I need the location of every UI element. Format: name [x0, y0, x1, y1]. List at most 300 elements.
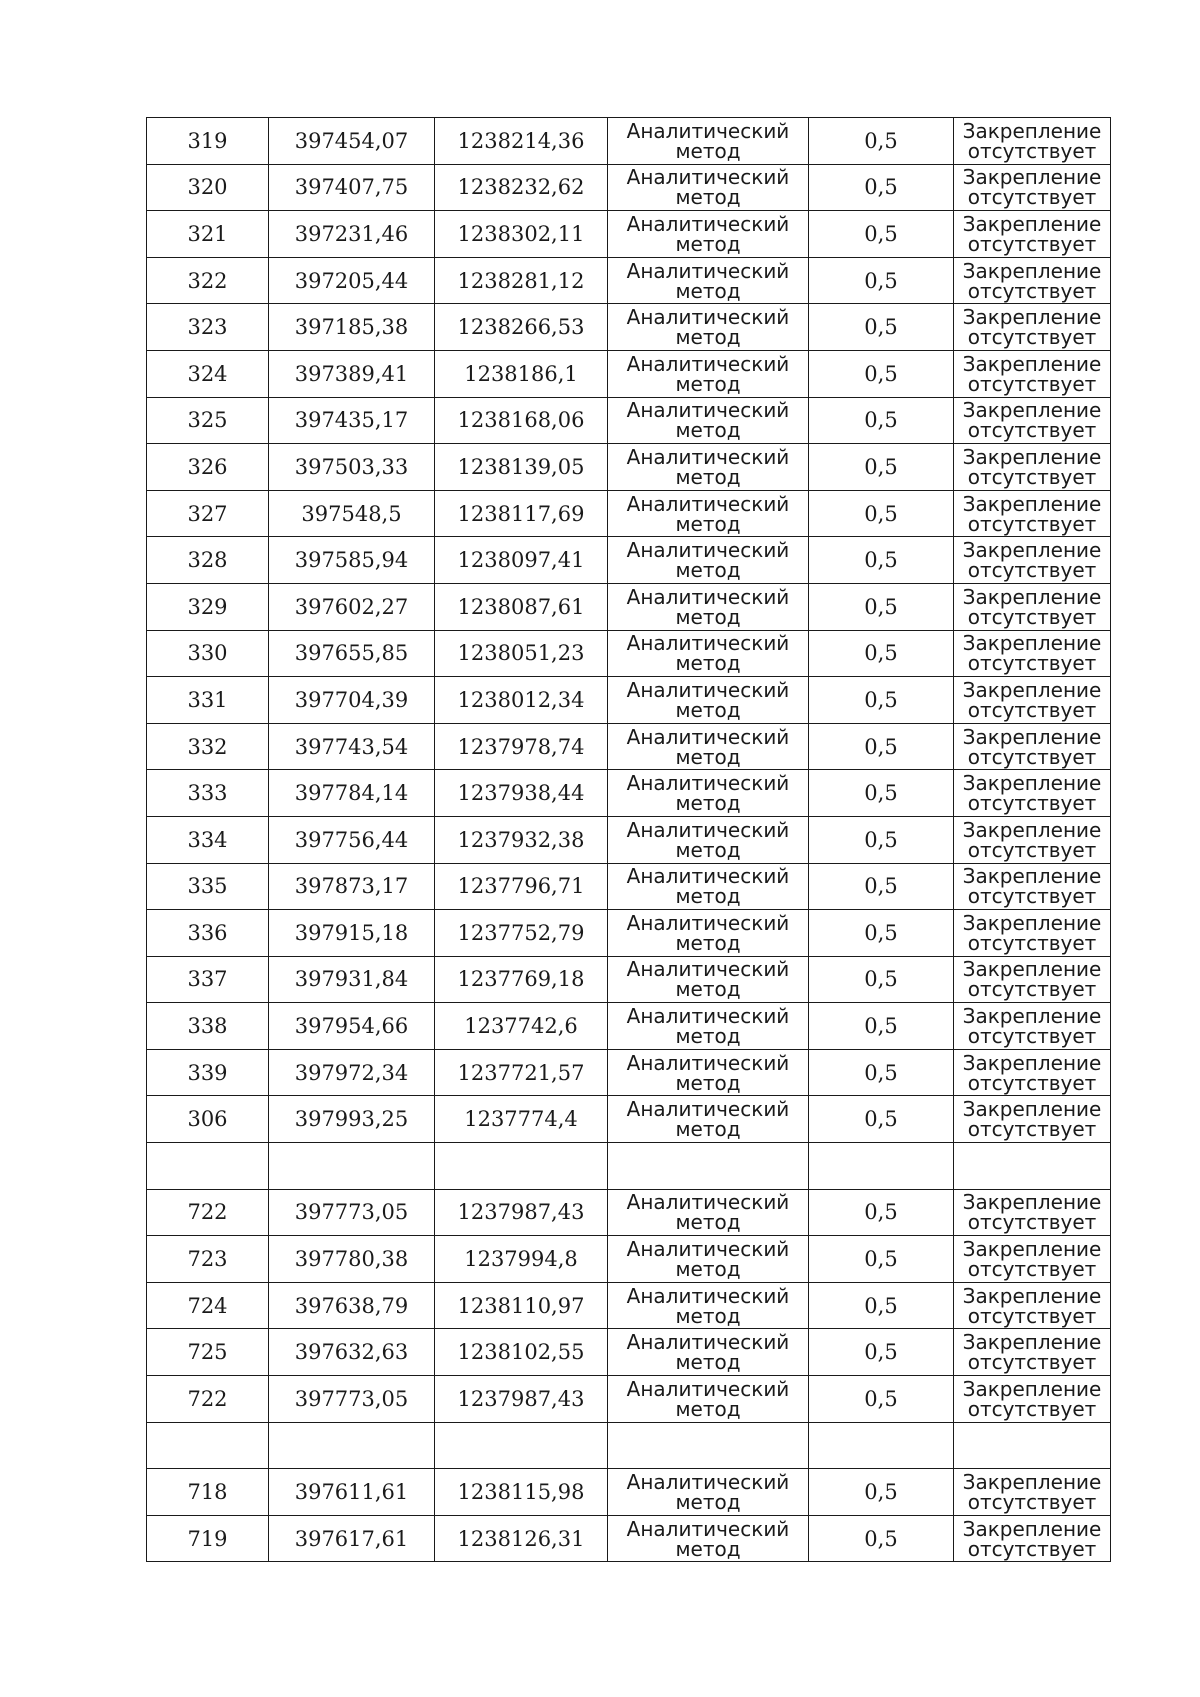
fixation-cell [954, 257, 1111, 304]
x-coordinate-cell: 397617,61 [269, 1515, 435, 1562]
point-number-cell: 335 [147, 863, 269, 910]
method-cell-line1: Аналитический [626, 1516, 790, 1541]
point-number-cell: 724 [147, 1282, 269, 1329]
fixation-cell-line2: отсутствует [967, 1303, 1097, 1328]
method-cell [608, 1376, 809, 1423]
method-cell-line1: Аналитический [626, 305, 790, 330]
accuracy-cell: 0,5 [809, 956, 954, 1003]
x-coordinate-cell: 397993,25 [269, 1096, 435, 1143]
y-coordinate-cell: 1238051,23 [435, 630, 608, 677]
fixation-cell-line2: отсутствует [967, 977, 1097, 1002]
point-number-cell: 306 [147, 1096, 269, 1143]
fixation-cell-line2: отсутствует [967, 1350, 1097, 1375]
method-cell [608, 397, 809, 444]
method-cell-line2: метод [675, 1396, 741, 1421]
coordinates-table [146, 117, 1111, 1562]
fixation-cell-line2: отсутствует [967, 744, 1097, 769]
fixation-cell-line2: отсутствует [967, 1210, 1097, 1235]
method-cell [608, 490, 809, 537]
fixation-cell-line2: отсутствует [967, 1396, 1097, 1421]
method-cell-line2: метод [675, 1117, 741, 1142]
method-cell-line1: Аналитический [626, 677, 790, 702]
point-number-cell: 319 [147, 118, 269, 165]
fixation-cell-line1: Закрепление [962, 1190, 1102, 1215]
method-cell-line2: метод [675, 1303, 741, 1328]
fixation-cell-line1: Закрепление [962, 1330, 1102, 1355]
method-cell-line1: Аналитический [626, 118, 790, 143]
method-cell-line1: Аналитический [626, 817, 790, 842]
method-cell-line2: метод [675, 930, 741, 955]
table-row [147, 211, 1111, 258]
x-coordinate-cell: 397915,18 [269, 910, 435, 957]
method-cell-line2: метод [675, 977, 741, 1002]
fixation-cell [954, 118, 1111, 165]
table-row [147, 816, 1111, 863]
table-row [147, 350, 1111, 397]
accuracy-cell: 0,5 [809, 304, 954, 351]
fixation-cell [954, 490, 1111, 537]
y-coordinate-cell: 1237742,6 [435, 1003, 608, 1050]
table-row [147, 1143, 1111, 1190]
fixation-cell [954, 1376, 1111, 1423]
point-number-cell: 725 [147, 1329, 269, 1376]
method-cell-line1: Аналитический [626, 1050, 790, 1075]
y-coordinate-cell: 1238102,55 [435, 1329, 608, 1376]
method-cell-line2: метод [675, 884, 741, 909]
y-coordinate-cell: 1238168,06 [435, 397, 608, 444]
accuracy-cell: 0,5 [809, 630, 954, 677]
point-number-cell: 326 [147, 444, 269, 491]
method-cell-line1: Аналитический [626, 1237, 790, 1262]
fixation-cell [954, 1422, 1111, 1469]
fixation-cell-line1: Закрепление [962, 444, 1102, 469]
table-row [147, 863, 1111, 910]
table-row [147, 118, 1111, 165]
table-row [147, 910, 1111, 957]
method-cell [608, 863, 809, 910]
y-coordinate-cell: 1237721,57 [435, 1049, 608, 1096]
x-coordinate-cell: 397454,07 [269, 118, 435, 165]
accuracy-cell: 0,5 [809, 677, 954, 724]
fixation-cell-line2: отсутствует [967, 651, 1097, 676]
method-cell [608, 677, 809, 724]
fixation-cell-line1: Закрепление [962, 1237, 1102, 1262]
fixation-cell [954, 211, 1111, 258]
y-coordinate-cell: 1238087,61 [435, 583, 608, 630]
method-cell-line2: метод [675, 278, 741, 303]
y-coordinate-cell: 1237987,43 [435, 1189, 608, 1236]
fixation-cell-line1: Закрепление [962, 957, 1102, 982]
point-number-cell: 322 [147, 257, 269, 304]
x-coordinate-cell: 397773,05 [269, 1376, 435, 1423]
method-cell [608, 537, 809, 584]
fixation-cell [954, 677, 1111, 724]
x-coordinate-cell: 397503,33 [269, 444, 435, 491]
table-row [147, 583, 1111, 630]
method-cell-line2: метод [675, 418, 741, 443]
fixation-cell [954, 537, 1111, 584]
fixation-cell-line2: отсутствует [967, 930, 1097, 955]
method-cell [608, 350, 809, 397]
fixation-cell [954, 444, 1111, 491]
fixation-cell-line1: Закрепление [962, 351, 1102, 376]
y-coordinate-cell: 1237796,71 [435, 863, 608, 910]
method-cell-line2: метод [675, 1490, 741, 1515]
method-cell-line1: Аналитический [626, 351, 790, 376]
table-row [147, 1282, 1111, 1329]
method-cell [608, 1003, 809, 1050]
method-cell [608, 1236, 809, 1283]
fixation-cell-line1: Закрепление [962, 118, 1102, 143]
y-coordinate-cell [435, 1422, 608, 1469]
fixation-cell-line2: отсутствует [967, 511, 1097, 536]
accuracy-cell: 0,5 [809, 444, 954, 491]
y-coordinate-cell: 1237769,18 [435, 956, 608, 1003]
method-cell-line1: Аналитический [626, 1004, 790, 1029]
fixation-cell [954, 630, 1111, 677]
method-cell-line2: метод [675, 1350, 741, 1375]
method-cell-line1: Аналитический [626, 1097, 790, 1122]
table-row [147, 1329, 1111, 1376]
method-cell [608, 723, 809, 770]
x-coordinate-cell: 397873,17 [269, 863, 435, 910]
method-cell-line1: Аналитический [626, 1283, 790, 1308]
y-coordinate-cell: 1238012,34 [435, 677, 608, 724]
y-coordinate-cell: 1238266,53 [435, 304, 608, 351]
method-cell-line1: Аналитический [626, 1376, 790, 1401]
accuracy-cell: 0,5 [809, 164, 954, 211]
accuracy-cell: 0,5 [809, 1003, 954, 1050]
accuracy-cell: 0,5 [809, 583, 954, 630]
point-number-cell: 324 [147, 350, 269, 397]
method-cell [608, 304, 809, 351]
fixation-cell [954, 1143, 1111, 1190]
fixation-cell [954, 723, 1111, 770]
y-coordinate-cell: 1238126,31 [435, 1515, 608, 1562]
method-cell-line1: Аналитический [626, 957, 790, 982]
y-coordinate-cell: 1238214,36 [435, 118, 608, 165]
x-coordinate-cell [269, 1422, 435, 1469]
table-row [147, 1189, 1111, 1236]
fixation-cell [954, 397, 1111, 444]
method-cell-line2: метод [675, 837, 741, 862]
method-cell-line1: Аналитический [626, 165, 790, 190]
method-cell [608, 1096, 809, 1143]
fixation-cell-line1: Закрепление [962, 1470, 1102, 1495]
fixation-cell-line1: Закрепление [962, 1050, 1102, 1075]
table-row [147, 630, 1111, 677]
point-number-cell: 723 [147, 1236, 269, 1283]
accuracy-cell: 0,5 [809, 770, 954, 817]
fixation-cell-line2: отсутствует [967, 697, 1097, 722]
method-cell-line1: Аналитический [626, 864, 790, 889]
method-cell [608, 1143, 809, 1190]
y-coordinate-cell: 1238115,98 [435, 1469, 608, 1516]
accuracy-cell: 0,5 [809, 1189, 954, 1236]
method-cell-line2: метод [675, 511, 741, 536]
accuracy-cell: 0,5 [809, 350, 954, 397]
table-row [147, 490, 1111, 537]
fixation-cell [954, 1515, 1111, 1562]
method-cell [608, 1422, 809, 1469]
table-row [147, 537, 1111, 584]
fixation-cell-line2: отсутствует [967, 278, 1097, 303]
method-cell-line2: метод [675, 558, 741, 583]
point-number-cell [147, 1422, 269, 1469]
fixation-cell-line1: Закрепление [962, 724, 1102, 749]
accuracy-cell [809, 1143, 954, 1190]
fixation-cell-line1: Закрепление [962, 211, 1102, 236]
point-number-cell: 325 [147, 397, 269, 444]
fixation-cell-line1: Закрепление [962, 538, 1102, 563]
accuracy-cell: 0,5 [809, 1376, 954, 1423]
accuracy-cell: 0,5 [809, 1236, 954, 1283]
y-coordinate-cell: 1237774,4 [435, 1096, 608, 1143]
fixation-cell [954, 1329, 1111, 1376]
fixation-cell [954, 816, 1111, 863]
table-row [147, 956, 1111, 1003]
coordinates-table-body [147, 118, 1111, 1562]
y-coordinate-cell: 1238139,05 [435, 444, 608, 491]
method-cell-line1: Аналитический [626, 1190, 790, 1215]
fixation-cell-line2: отсутствует [967, 604, 1097, 629]
table-row [147, 257, 1111, 304]
method-cell [608, 118, 809, 165]
fixation-cell [954, 1049, 1111, 1096]
point-number-cell: 339 [147, 1049, 269, 1096]
fixation-cell-line2: отсутствует [967, 1536, 1097, 1561]
point-number-cell [147, 1143, 269, 1190]
y-coordinate-cell: 1238097,41 [435, 537, 608, 584]
fixation-cell-line2: отсутствует [967, 558, 1097, 583]
x-coordinate-cell: 397756,44 [269, 816, 435, 863]
method-cell-line1: Аналитический [626, 211, 790, 236]
x-coordinate-cell: 397773,05 [269, 1189, 435, 1236]
fixation-cell-line2: отсутствует [967, 231, 1097, 256]
x-coordinate-cell: 397931,84 [269, 956, 435, 1003]
y-coordinate-cell: 1238110,97 [435, 1282, 608, 1329]
table-row [147, 444, 1111, 491]
y-coordinate-cell: 1237978,74 [435, 723, 608, 770]
x-coordinate-cell: 397780,38 [269, 1236, 435, 1283]
fixation-cell [954, 910, 1111, 957]
accuracy-cell: 0,5 [809, 1329, 954, 1376]
accuracy-cell: 0,5 [809, 118, 954, 165]
point-number-cell: 321 [147, 211, 269, 258]
table-row [147, 1515, 1111, 1562]
fixation-cell-line2: отсутствует [967, 418, 1097, 443]
method-cell-line1: Аналитический [626, 444, 790, 469]
y-coordinate-cell: 1237987,43 [435, 1376, 608, 1423]
point-number-cell: 328 [147, 537, 269, 584]
method-cell-line1: Аналитический [626, 538, 790, 563]
y-coordinate-cell: 1238302,11 [435, 211, 608, 258]
method-cell-line2: метод [675, 371, 741, 396]
point-number-cell: 333 [147, 770, 269, 817]
table-row [147, 1003, 1111, 1050]
fixation-cell-line2: отсутствует [967, 464, 1097, 489]
method-cell [608, 257, 809, 304]
fixation-cell-line1: Закрепление [962, 1283, 1102, 1308]
method-cell-line1: Аналитический [626, 258, 790, 283]
method-cell-line1: Аналитический [626, 398, 790, 423]
fixation-cell-line1: Закрепление [962, 491, 1102, 516]
fixation-cell [954, 1282, 1111, 1329]
method-cell-line2: метод [675, 231, 741, 256]
point-number-cell: 722 [147, 1376, 269, 1423]
x-coordinate-cell: 397743,54 [269, 723, 435, 770]
accuracy-cell: 0,5 [809, 1282, 954, 1329]
y-coordinate-cell: 1237932,38 [435, 816, 608, 863]
method-cell [608, 164, 809, 211]
method-cell [608, 583, 809, 630]
method-cell-line2: метод [675, 651, 741, 676]
point-number-cell: 719 [147, 1515, 269, 1562]
x-coordinate-cell: 397602,27 [269, 583, 435, 630]
table-row [147, 1236, 1111, 1283]
y-coordinate-cell: 1238281,12 [435, 257, 608, 304]
method-cell-line2: метод [675, 744, 741, 769]
x-coordinate-cell: 397389,41 [269, 350, 435, 397]
fixation-cell [954, 956, 1111, 1003]
accuracy-cell: 0,5 [809, 723, 954, 770]
accuracy-cell: 0,5 [809, 1515, 954, 1562]
fixation-cell [954, 1469, 1111, 1516]
accuracy-cell: 0,5 [809, 863, 954, 910]
x-coordinate-cell: 397632,63 [269, 1329, 435, 1376]
method-cell [608, 211, 809, 258]
method-cell [608, 444, 809, 491]
accuracy-cell: 0,5 [809, 1469, 954, 1516]
method-cell [608, 816, 809, 863]
point-number-cell: 320 [147, 164, 269, 211]
fixation-cell [954, 304, 1111, 351]
x-coordinate-cell: 397231,46 [269, 211, 435, 258]
table-row [147, 677, 1111, 724]
fixation-cell-line1: Закрепление [962, 1004, 1102, 1029]
method-cell-line1: Аналитический [626, 910, 790, 935]
fixation-cell-line2: отсутствует [967, 185, 1097, 210]
x-coordinate-cell [269, 1143, 435, 1190]
point-number-cell: 336 [147, 910, 269, 957]
point-number-cell: 718 [147, 1469, 269, 1516]
fixation-cell [954, 770, 1111, 817]
method-cell-line2: метод [675, 1024, 741, 1049]
accuracy-cell: 0,5 [809, 211, 954, 258]
fixation-cell-line2: отсутствует [967, 1117, 1097, 1142]
x-coordinate-cell: 397435,17 [269, 397, 435, 444]
fixation-cell-line2: отсутствует [967, 884, 1097, 909]
table-row [147, 723, 1111, 770]
point-number-cell: 327 [147, 490, 269, 537]
point-number-cell: 334 [147, 816, 269, 863]
x-coordinate-cell: 397185,38 [269, 304, 435, 351]
accuracy-cell: 0,5 [809, 1049, 954, 1096]
method-cell-line2: метод [675, 604, 741, 629]
method-cell-line2: метод [675, 325, 741, 350]
y-coordinate-cell: 1237752,79 [435, 910, 608, 957]
fixation-cell-line1: Закрепление [962, 1516, 1102, 1541]
accuracy-cell: 0,5 [809, 1096, 954, 1143]
method-cell [608, 1515, 809, 1562]
method-cell-line1: Аналитический [626, 1330, 790, 1355]
y-coordinate-cell: 1238232,62 [435, 164, 608, 211]
method-cell-line1: Аналитический [626, 1470, 790, 1495]
method-cell [608, 1189, 809, 1236]
point-number-cell: 722 [147, 1189, 269, 1236]
fixation-cell [954, 164, 1111, 211]
x-coordinate-cell: 397407,75 [269, 164, 435, 211]
fixation-cell-line2: отсутствует [967, 791, 1097, 816]
table-row [147, 1422, 1111, 1469]
point-number-cell: 337 [147, 956, 269, 1003]
point-number-cell: 338 [147, 1003, 269, 1050]
fixation-cell-line1: Закрепление [962, 165, 1102, 190]
method-cell-line2: метод [675, 464, 741, 489]
method-cell-line1: Аналитический [626, 491, 790, 516]
x-coordinate-cell: 397548,5 [269, 490, 435, 537]
fixation-cell-line2: отсутствует [967, 138, 1097, 163]
fixation-cell-line1: Закрепление [962, 864, 1102, 889]
method-cell-line2: метод [675, 1257, 741, 1282]
fixation-cell [954, 583, 1111, 630]
accuracy-cell: 0,5 [809, 257, 954, 304]
method-cell-line2: метод [675, 697, 741, 722]
fixation-cell-line2: отсутствует [967, 325, 1097, 350]
x-coordinate-cell: 397954,66 [269, 1003, 435, 1050]
x-coordinate-cell: 397585,94 [269, 537, 435, 584]
method-cell-line1: Аналитический [626, 771, 790, 796]
method-cell-line1: Аналитический [626, 631, 790, 656]
fixation-cell-line1: Закрепление [962, 677, 1102, 702]
method-cell-line2: метод [675, 185, 741, 210]
fixation-cell [954, 350, 1111, 397]
method-cell [608, 630, 809, 677]
method-cell-line2: метод [675, 1070, 741, 1095]
x-coordinate-cell: 397784,14 [269, 770, 435, 817]
y-coordinate-cell: 1238117,69 [435, 490, 608, 537]
method-cell-line1: Аналитический [626, 584, 790, 609]
fixation-cell-line1: Закрепление [962, 1376, 1102, 1401]
method-cell-line2: метод [675, 1210, 741, 1235]
fixation-cell [954, 863, 1111, 910]
fixation-cell-line1: Закрепление [962, 398, 1102, 423]
table-row [147, 1049, 1111, 1096]
fixation-cell-line2: отсутствует [967, 371, 1097, 396]
y-coordinate-cell [435, 1143, 608, 1190]
point-number-cell: 329 [147, 583, 269, 630]
fixation-cell-line1: Закрепление [962, 1097, 1102, 1122]
fixation-cell-line2: отсутствует [967, 1024, 1097, 1049]
fixation-cell [954, 1236, 1111, 1283]
y-coordinate-cell: 1238186,1 [435, 350, 608, 397]
method-cell-line2: метод [675, 138, 741, 163]
method-cell [608, 1469, 809, 1516]
method-cell [608, 1049, 809, 1096]
fixation-cell [954, 1003, 1111, 1050]
fixation-cell-line2: отсутствует [967, 837, 1097, 862]
fixation-cell-line2: отсутствует [967, 1257, 1097, 1282]
method-cell-line1: Аналитический [626, 724, 790, 749]
method-cell-line2: метод [675, 791, 741, 816]
fixation-cell-line1: Закрепление [962, 910, 1102, 935]
fixation-cell-line2: отсутствует [967, 1070, 1097, 1095]
fixation-cell-line1: Закрепление [962, 631, 1102, 656]
method-cell [608, 1282, 809, 1329]
x-coordinate-cell: 397638,79 [269, 1282, 435, 1329]
fixation-cell-line2: отсутствует [967, 1490, 1097, 1515]
table-row [147, 304, 1111, 351]
